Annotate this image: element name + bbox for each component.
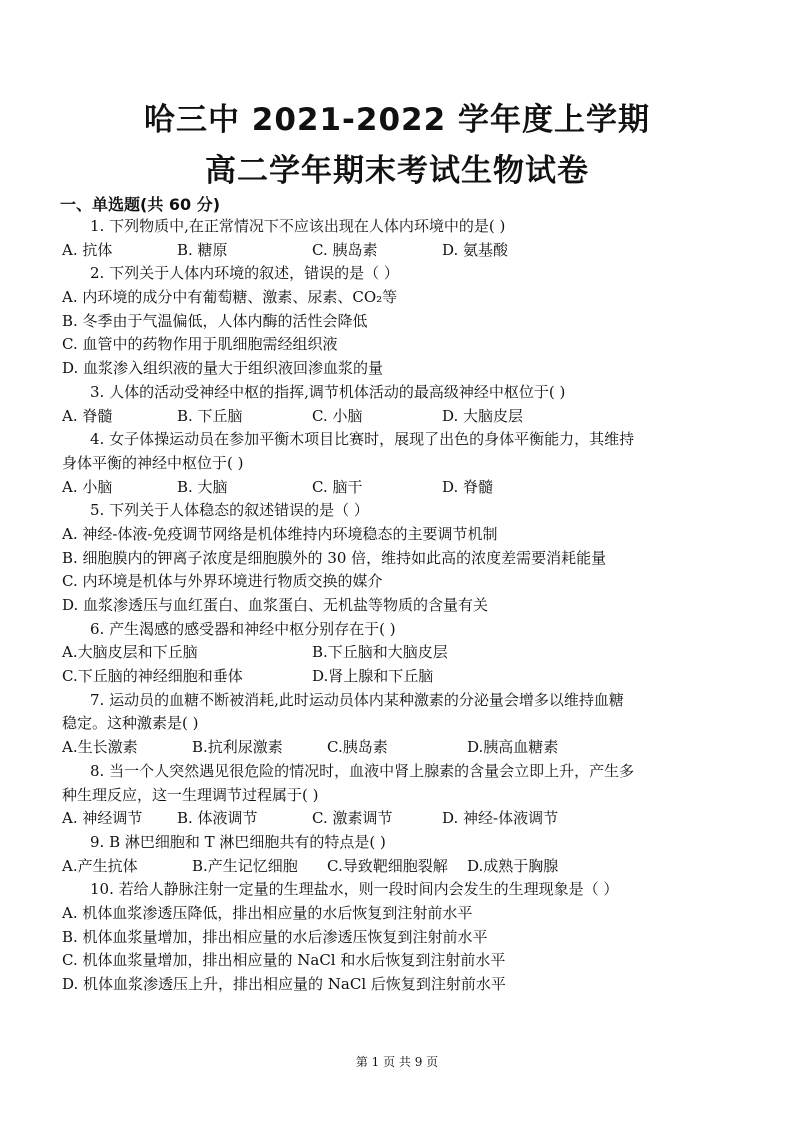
question-item <box>62 831 750 878</box>
question-stem: 2. 下列关于人体内环境的叙述，错误的是（ ） <box>90 264 399 283</box>
option-row <box>62 665 750 689</box>
answer-option: D.肾上腺和下丘脑 <box>312 667 434 686</box>
option-row <box>62 973 750 997</box>
question-item <box>62 262 750 380</box>
answer-option: B.下丘脑和大脑皮层 <box>312 643 448 662</box>
option-row <box>62 926 750 950</box>
option-row <box>62 807 750 831</box>
answer-option: A.产生抗体 <box>62 856 138 875</box>
question-stem: 9. B 淋巴细胞和 T 淋巴细胞共有的特点是( ) <box>90 832 386 851</box>
exam-title-line2: 高二学年期末考试生物试卷 <box>205 153 589 189</box>
answer-option: C.胰岛素 <box>327 738 388 757</box>
question-stem: 种生理反应，这一生理调节过程属于( ) <box>62 785 319 804</box>
exam-title-line1: 哈三中 2021-2022 学年度上学期 <box>143 102 650 138</box>
answer-option: D. 脊髓 <box>442 477 494 496</box>
option-row <box>62 949 750 973</box>
answer-option: D.成熟于胸腺 <box>467 856 559 875</box>
answer-option: C.导致靶细胞裂解 <box>327 856 448 875</box>
question-stem: 5. 下列关于人体稳态的叙述错误的是（ ） <box>90 501 369 520</box>
question-stem: 3. 人体的活动受神经中枢的指挥,调节机体活动的最高级神经中枢位于( ) <box>90 382 566 401</box>
question-stem: 1. 下列物质中,在正常情况下不应该出现在人体内环境中的是( ) <box>90 217 506 235</box>
answer-option: D. 血浆渗入组织液的量大于组织液回渗血浆的量 <box>62 359 384 378</box>
answer-option: A. 脊髓 <box>62 406 113 425</box>
answer-option: A. 内环境的成分中有葡萄糖、激素、尿素、CO₂等 <box>62 288 398 307</box>
question-stem: 4. 女子体操运动员在参加平衡木项目比赛时，展现了出色的身体平衡能力，其维持 <box>90 430 635 449</box>
answer-option: A. 小脑 <box>62 477 113 496</box>
answer-option: A.生长激素 <box>62 738 138 757</box>
answer-option: B. 机体血浆量增加，排出相应量的水后渗透压恢复到注射前水平 <box>62 927 488 946</box>
answer-option: B. 体液调节 <box>177 809 258 828</box>
answer-option: C. 血管中的药物作用于肌细胞需经组织液 <box>62 335 338 354</box>
option-row <box>62 476 750 500</box>
answer-option: B.产生记忆细胞 <box>192 856 298 875</box>
question-item <box>62 618 750 689</box>
question-item <box>62 878 750 996</box>
question-item <box>62 760 750 831</box>
option-row <box>62 641 750 665</box>
question-item <box>62 499 750 617</box>
option-row <box>62 855 750 879</box>
answer-option: B. 下丘脑 <box>177 406 243 425</box>
answer-option: C. 胰岛素 <box>312 240 378 259</box>
answer-option: A. 神经调节 <box>62 809 143 828</box>
question-stem: 稳定。这种激素是( ) <box>62 714 199 733</box>
answer-option: A.大脑皮层和下丘脑 <box>62 643 198 662</box>
option-row <box>62 594 750 618</box>
answer-option: D. 神经-体液调节 <box>442 809 559 828</box>
question-stem: 身体平衡的神经中枢位于( ) <box>62 453 244 472</box>
page-footer: 第 1 页 共 9 页 <box>355 1055 439 1069</box>
option-row <box>62 547 750 571</box>
option-row <box>62 902 750 926</box>
option-row <box>62 736 750 760</box>
answer-option: C. 内环境是机体与外界环境进行物质交换的媒介 <box>62 572 383 591</box>
option-row <box>62 286 750 310</box>
answer-option: C. 脑干 <box>312 477 363 496</box>
option-row <box>62 570 750 594</box>
answer-option: D. 氨基酸 <box>442 240 509 259</box>
answer-option: B. 细胞膜内的钾离子浓度是细胞膜外的 30 倍，维持如此高的浓度差需要消耗能量 <box>62 548 607 567</box>
option-row <box>62 357 750 381</box>
option-row <box>62 405 750 429</box>
answer-option: D. 大脑皮层 <box>442 406 524 425</box>
section-heading: 一、单选题(共 60 分) <box>60 195 221 214</box>
question-item <box>62 689 750 760</box>
answer-option: B. 大脑 <box>177 477 228 496</box>
answer-option: D.胰高血糖素 <box>467 738 559 757</box>
option-row <box>62 310 750 334</box>
answer-option: B. 糖原 <box>177 240 228 259</box>
question-stem: 6. 产生渴感的感受器和神经中枢分别存在于( ) <box>90 619 396 638</box>
answer-option: B. 冬季由于气温偏低，人体内酶的活性会降低 <box>62 311 368 330</box>
answer-option: C. 激素调节 <box>312 809 393 828</box>
question-list <box>62 215 750 997</box>
answer-option: B.抗利尿激素 <box>192 738 283 757</box>
answer-option: C.下丘脑的神经细胞和垂体 <box>62 667 243 686</box>
answer-option: C. 机体血浆量增加，排出相应量的 NaCl 和水后恢复到注射前水平 <box>62 951 506 970</box>
answer-option: D. 机体血浆渗透压上升，排出相应量的 NaCl 后恢复到注射前水平 <box>62 975 506 993</box>
answer-option: A. 神经-体液-免疫调节网络是机体维持内环境稳态的主要调节机制 <box>62 524 498 543</box>
answer-option: A. 抗体 <box>62 240 113 259</box>
option-row <box>62 239 750 263</box>
question-stem: 10. 若给人静脉注射一定量的生理盐水，则一段时间内会发生的生理现象是（ ） <box>90 880 619 899</box>
question-item <box>62 381 750 428</box>
question-item <box>62 428 750 499</box>
question-item <box>62 215 750 262</box>
answer-option: A. 机体血浆渗透压降低，排出相应量的水后恢复到注射前水平 <box>62 903 473 922</box>
answer-option: D. 血浆渗透压与血红蛋白、血浆蛋白、无机盐等物质的含量有关 <box>62 596 489 614</box>
question-stem: 8. 当一个人突然遇见很危险的情况时，血液中肾上腺素的含量会立即上升，产生多 <box>90 761 635 780</box>
option-row <box>62 333 750 357</box>
option-row <box>62 523 750 547</box>
answer-option: C. 小脑 <box>312 406 363 425</box>
question-stem: 7. 运动员的血糖不断被消耗,此时运动员体内某种激素的分泌量会增多以维持血糖 <box>90 690 624 709</box>
